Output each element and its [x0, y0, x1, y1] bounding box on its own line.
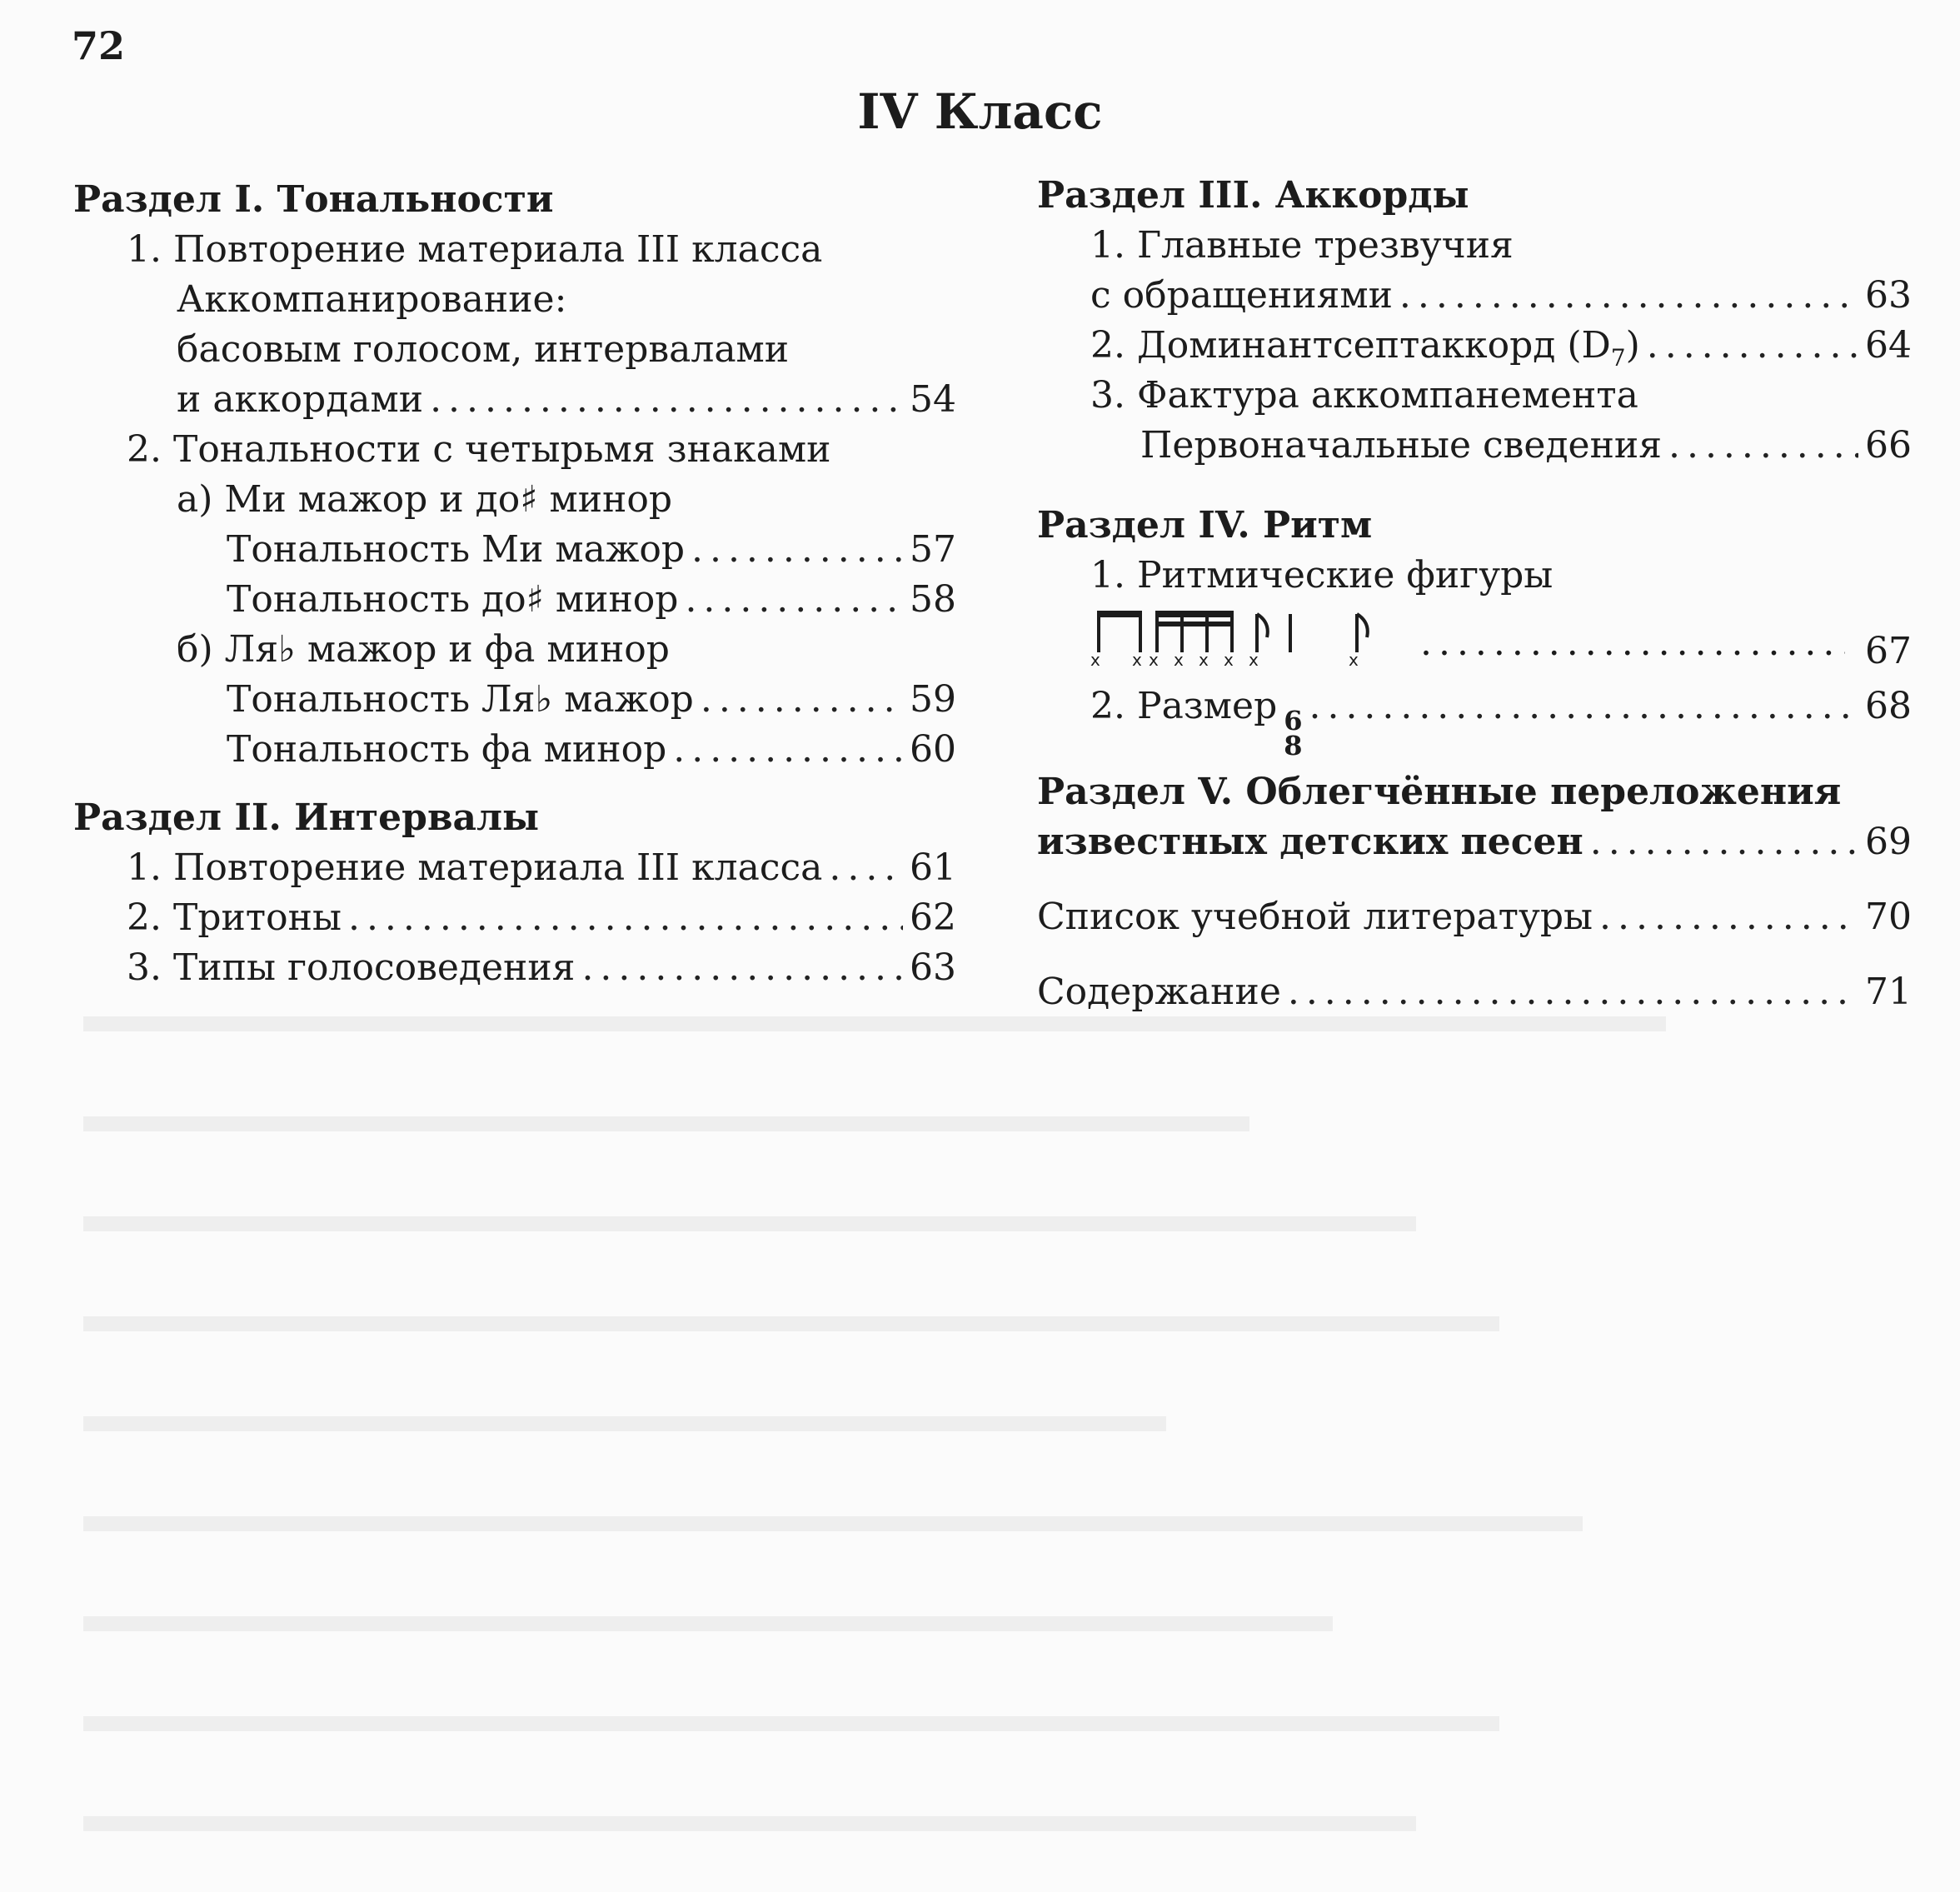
svg-text:x: x [1132, 650, 1142, 667]
page-title: IV Класс [857, 83, 1103, 140]
page-ref: 58 [910, 578, 956, 621]
toc-entry-label: 1. Повторение материала III класса [127, 228, 823, 271]
toc-entry: Список учебной литературы . . . 70 [1037, 892, 1912, 942]
toc-entry [73, 375, 956, 425]
page-ref: 71 [1865, 971, 1912, 1013]
leader-dots [430, 375, 903, 425]
leader-dots [1590, 817, 1858, 867]
toc-entry [73, 893, 956, 943]
page-ref: 60 [910, 728, 956, 771]
toc-entry-label: басовым голосом, интервалами [177, 328, 790, 371]
svg-text:x: x [1249, 650, 1259, 667]
toc-entry: Содержание . . . 71 [1037, 967, 1912, 1017]
leader-dots [1420, 622, 1845, 664]
svg-text:x: x [1090, 650, 1100, 667]
page-ref: 67 [1865, 630, 1912, 672]
toc-entry [73, 225, 956, 275]
page-ref: 64 [1865, 324, 1912, 367]
toc-entry: 1. Главные трезвучия [1090, 224, 1514, 267]
page-ref: 63 [1865, 274, 1912, 317]
svg-text:x: x [1149, 650, 1159, 667]
page-ref: 61 [910, 846, 956, 889]
svg-text:x: x [1174, 650, 1184, 667]
toc-entry-label: б) Ля♭ мажор и фа минор [177, 628, 670, 671]
rhythm-figures [1037, 601, 1912, 676]
leader-dots [1399, 271, 1858, 321]
leader-dots [1599, 892, 1858, 942]
toc-entry [73, 275, 956, 325]
toc-entry: Первоначальные сведения . . . 66 [1037, 421, 1912, 471]
toc-entry [73, 475, 956, 525]
toc-entry [73, 425, 956, 475]
time-signature: 6 8 [1284, 705, 1303, 761]
leader-dots [1288, 967, 1858, 1017]
toc-entry-label: Тональность Ми мажор [227, 528, 685, 571]
leader-dots [685, 575, 903, 625]
bleed-through-shadow [83, 983, 1874, 1883]
svg-text:x: x [1349, 650, 1359, 667]
toc-entry [73, 943, 956, 993]
page-ref: 59 [910, 678, 956, 721]
page-ref: 69 [1865, 821, 1912, 863]
leader-dots [1647, 321, 1858, 371]
page-ref: 63 [910, 946, 956, 989]
toc-entry: 2. Размер 6 8 . . . 68 [1037, 676, 1912, 737]
toc-entry-label: и аккордами [177, 378, 424, 421]
leader-dots [701, 675, 903, 725]
toc-entry [73, 325, 956, 375]
leader-dots [673, 725, 903, 775]
leader-dots [1668, 421, 1858, 471]
toc-entry [73, 675, 956, 725]
toc-entry: 1. Ритмические фигуры [1090, 554, 1554, 597]
toc-entry-label: 2. Тональности с четырьмя знаками [127, 428, 831, 471]
section-heading: Раздел II. Интервалы [73, 796, 540, 839]
rhythm-notation-icon [1090, 601, 1407, 667]
toc-entry-label: Тональность до♯ минор [227, 578, 679, 621]
toc-entry-label: Тональность Ля♭ мажор [227, 678, 694, 721]
page-ref: 54 [910, 378, 956, 421]
leader-dots [691, 525, 903, 575]
toc-left-column [73, 175, 956, 993]
toc-entry [73, 525, 956, 575]
page-ref: 70 [1865, 896, 1912, 938]
toc-entry-label: 3. Типы голосоведения [127, 946, 576, 989]
toc-entry: 2. Доминантсептаккорд $(D_7)$ . . . 64 [1037, 321, 1912, 371]
page-ref: 68 [1865, 685, 1912, 727]
toc-entry-label: 2. Тритоны [127, 896, 342, 939]
section-heading: Раздел V. Облегчённые переложения [1037, 771, 1842, 813]
toc-entry-label: Тональность фа минор [227, 728, 667, 771]
toc-right-column [1037, 171, 1912, 1017]
toc-entry [73, 725, 956, 775]
toc-entry-label: Аккомпанирование: [177, 278, 567, 321]
section-heading: Раздел IV. Ритм [1037, 504, 1373, 547]
toc-entry: 3. Фактура аккомпанемента [1090, 374, 1638, 417]
leader-dots [829, 843, 903, 893]
page-ref: 62 [910, 896, 956, 939]
toc-entry [73, 575, 956, 625]
svg-text:x: x [1224, 650, 1234, 667]
section-heading: Раздел III. Аккорды [1037, 174, 1469, 217]
toc-entry [73, 843, 956, 893]
leader-dots [581, 943, 903, 993]
leader-dots [1309, 676, 1859, 737]
page-number: 72 [72, 23, 126, 68]
leader-dots [348, 893, 903, 943]
toc-entry: с обращениями . . . 63 [1037, 271, 1912, 321]
toc-entry-label: а) Ми мажор и до♯ минор [177, 478, 673, 521]
svg-text:x: x [1199, 650, 1209, 667]
toc-entry-label: 1. Повторение материала III класса [127, 846, 823, 889]
page-ref: 57 [910, 528, 956, 571]
section-heading: Раздел I. Тональности [73, 178, 554, 221]
toc-entry: известных детских песен . . . 69 [1037, 817, 1912, 867]
page-ref: 66 [1865, 424, 1912, 467]
toc-entry [73, 625, 956, 675]
